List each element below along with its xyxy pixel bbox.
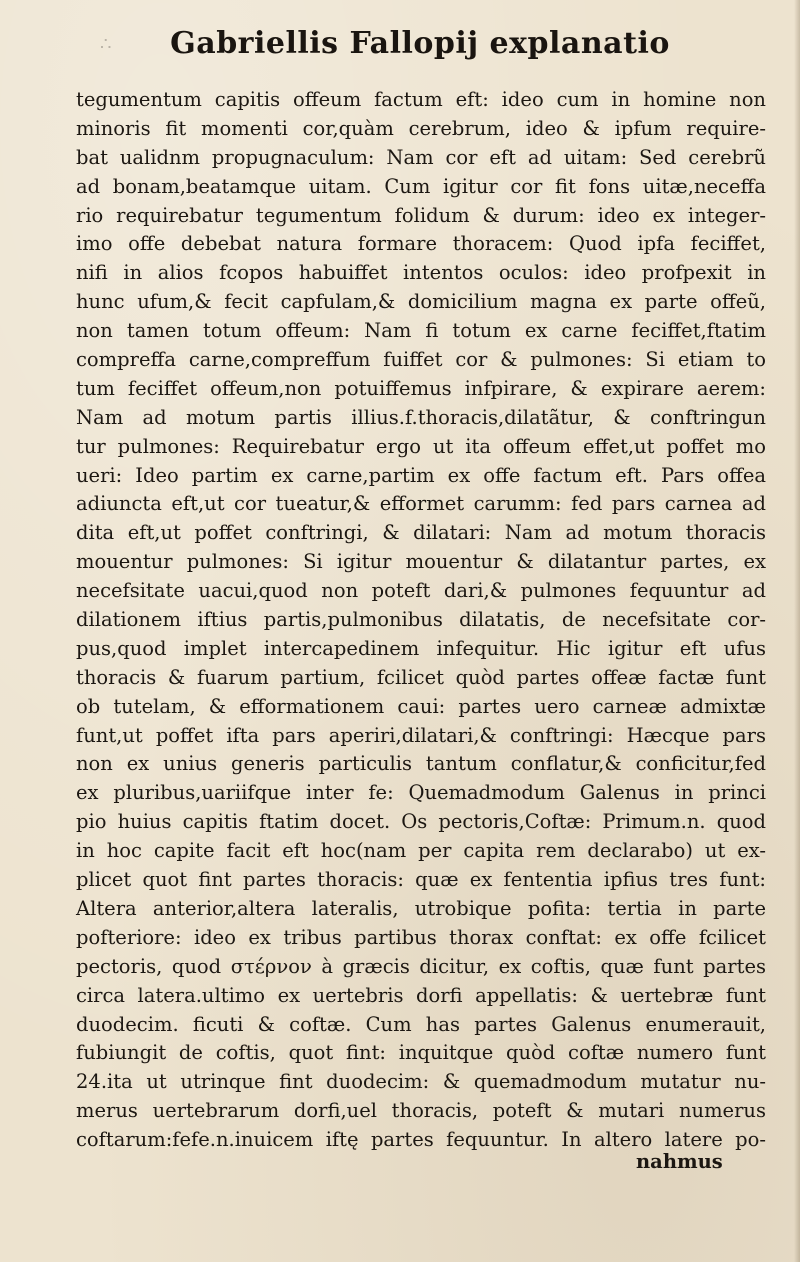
text-line: necefsitate uacui,quod non poteft dari,& pulmones fequuntur ad <box>76 579 766 603</box>
text-line: coftarum:fefe.n.inuicem iftę partes fequuntur. In altero latere po- <box>76 1128 766 1152</box>
text-line: nifi in alios fcopos habuiffet intentos oculos: ideo profpexit in <box>76 261 766 285</box>
text-line: in hoc capite facit eft hoc(nam per capita rem declarabo) ut ex- <box>76 839 766 863</box>
text-line: rio requirebatur tegumentum folidum & durum: ideo ex integer- <box>76 203 766 227</box>
text-line: imo offe debebat natura formare thoracem: Quod ipfa feciffet, <box>76 232 766 256</box>
text-line: tur pulmones: Requirebatur ergo ut ita offeum effet,ut poffet mo <box>76 434 766 458</box>
text-line: adiuncta eft,ut cor tueatur,& efformet carumm: fed pars carnea ad <box>76 492 766 516</box>
text-line: tum feciffet offeum,non potuiffemus infpirare, & expirare aerem: <box>76 376 766 400</box>
text-line: thoracis & fuarum partium, fcilicet quòd partes offeæ factæ funt <box>76 665 766 689</box>
text-line: plicet quot fint partes thoracis: quæ ex fententia ipfius tres funt: <box>76 868 766 892</box>
text-line: duodecim. ficuti & coftæ. Cum has partes Galenus enumerauit, <box>76 1012 766 1036</box>
text-line: ex pluribus,uariifque inter fe: Quemadmodum Galenus in princi <box>76 781 766 805</box>
text-line: merus uertebrarum dorfi,uel thoracis, poteft & mutari numerus <box>76 1099 766 1123</box>
text-line: dilationem iftius partis,pulmonibus dilatatis, de necefsitate cor- <box>76 608 766 632</box>
text-line: minoris fit momenti cor,quàm cerebrum, ideo & ipfum require- <box>76 116 766 140</box>
catchword: nahmus <box>636 1150 723 1173</box>
text-line: ob tutelam, & efformationem caui: partes uero carneæ admixtæ <box>76 694 766 718</box>
text-line: non tamen totum offeum: Nam fi totum ex carne feciffet,ftatim <box>76 319 766 343</box>
page-edge-shadow <box>794 0 800 1262</box>
text-line: ad bonam,beatamque uitam. Cum igitur cor fit fons uitæ,neceffa <box>76 174 766 198</box>
text-line: circa latera.ultimo ex uertebris dorfi appellatis: & uertebræ funt <box>76 983 766 1007</box>
text-line: funt,ut poffet ifta pars aperiri,dilatari,& conftringi: Hæcque pars <box>76 723 766 747</box>
text-line: pio huius capitis ftatim docet. Os pectoris,Coftæ: Primum.n. quod <box>76 810 766 834</box>
text-line: non ex unius generis particulis tantum conflatur,& conficitur,fed <box>76 752 766 776</box>
text-line: tegumentum capitis offeum factum eft: ideo cum in homine non <box>76 88 766 111</box>
body-text <box>76 86 766 1155</box>
text-line: Nam ad motum partis illius.f.thoracis,dilatãtur, & conftringun <box>76 405 766 429</box>
text-line: bat ualidnm propugnaculum: Nam cor eft ad uitam: Sed cerebrũ <box>76 145 766 169</box>
text-line: hunc ufum,& fecit capfulam,& domicilium magna ex parte offeũ, <box>76 290 766 314</box>
running-head: Gabriellis Fallopij explanatio <box>170 26 670 61</box>
text-line: pus,quod implet intercapedinem infequitur. Hic igitur eft ufus <box>76 636 766 660</box>
text-line: Altera anterior,altera lateralis, utrobique pofita: tertia in parte <box>76 896 766 920</box>
text-line: mouentur pulmones: Si igitur mouentur & dilatantur partes, ex <box>76 550 766 574</box>
text-line: ueri: Ideo partim ex carne,partim ex offe factum eft. Pars offea <box>76 463 766 487</box>
text-line: compreffa carne,compreffum fuiffet cor & pulmones: Si etiam to <box>76 348 766 372</box>
text-line: fubiungit de coftis, quot fint: inquitque quòd coftæ numero funt <box>76 1041 766 1065</box>
faded-mark-icon: ∴ <box>100 34 114 55</box>
text-line: pofteriore: ideo ex tribus partibus thorax conftat: ex offe fcilicet <box>76 925 766 949</box>
text-line: dita eft,ut poffet conftringi, & dilatari: Nam ad motum thoracis <box>76 521 766 545</box>
text-line: 24.ita ut utrinque fint duodecim: & quemadmodum mutatur nu- <box>76 1070 766 1094</box>
text-line: pectoris, quod στέρνον à græcis dicitur, ex coftis, quæ funt partes <box>76 954 766 978</box>
